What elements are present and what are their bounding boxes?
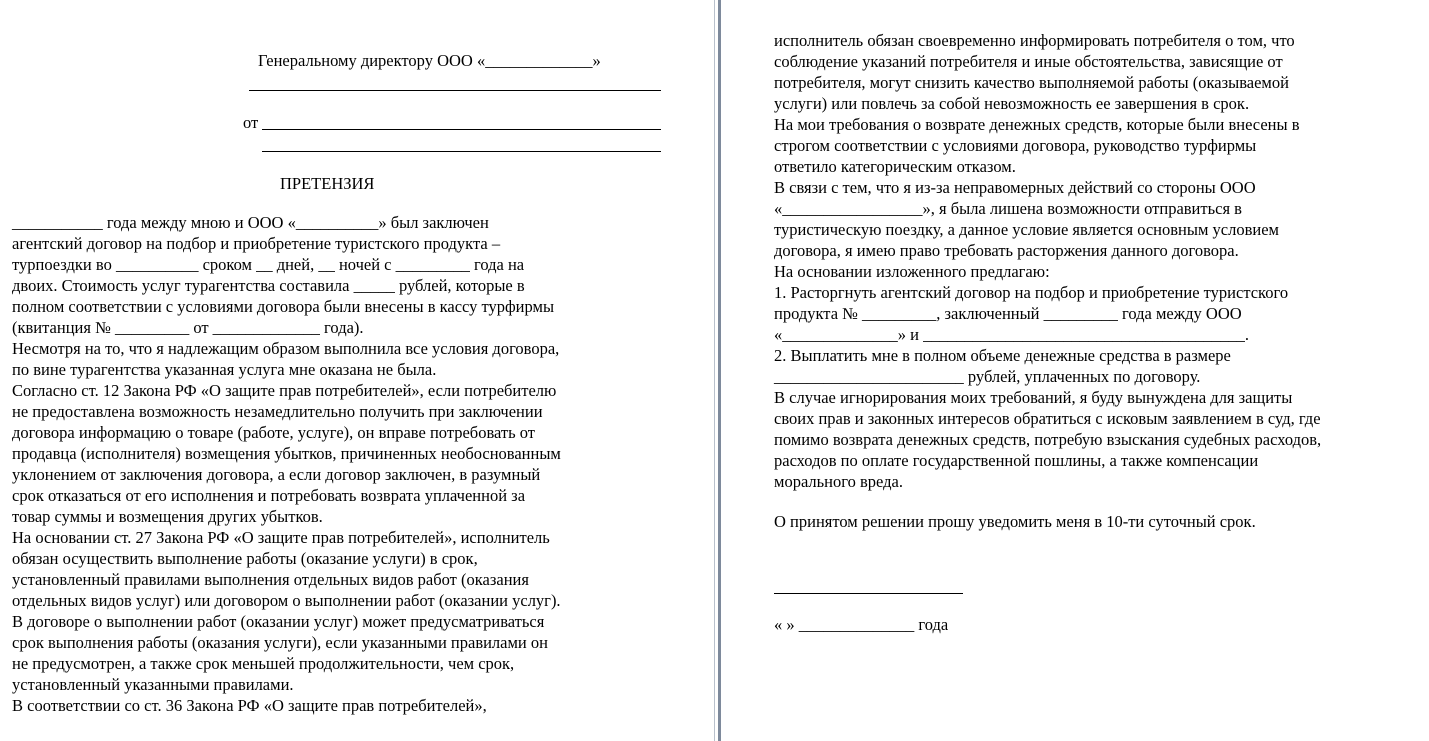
body-line: «______________» и _______________________________________. [774,325,1249,344]
body-line: установленный указанными правилами. [12,675,294,694]
body-line: соблюдение указаний потребителя и иные обстоятельства, зависящие от [774,52,1283,71]
body-line: _______________________ рублей, уплаченных по договору. [774,367,1201,386]
body-line: срок выполнения работы (оказания услуги), если указанными правилами он [12,633,548,652]
body-line: потребителя, могут снизить качество выполняемой работы (оказываемой [774,73,1289,92]
closing-request: О принятом решении прошу уведомить меня в 10-ти суточный срок. [774,512,1256,531]
body-line: В соответствии со ст. 36 Закона РФ «О защите прав потребителей», [12,696,487,715]
body-line: полном соответствии с условиями договора были внесены в кассу турфирмы [12,297,555,316]
body-line: услуги) или повлечь за собой невозможность ее завершения в срок. [774,94,1250,113]
date-line: « » ______________ года [774,615,949,634]
body-line: двоих. Стоимость услуг турагентства составила _____ рублей, которые в [12,276,525,295]
body-line: Согласно ст. 12 Закона РФ «О защите прав потребителей», если потребителю [12,381,557,400]
addressee-line: Генеральному директору ООО «_____________» [258,51,601,70]
signature-rule-2 [262,129,661,130]
body-line: уклонением от заключения договора, а если договор заключен, в разумный [12,465,541,484]
body-line: установленный правилами выполнения отдельных видов работ (оказания [12,570,529,589]
body-line: На основании изложенного предлагаю: [774,262,1050,281]
body-line: «_________________», я была лишена возможности отправиться в [774,199,1242,218]
body-line: морального вреда. [774,472,903,491]
body-line: своих прав и законных интересов обратиться с исковым заявлением в суд, где [774,409,1321,428]
body-line: Несмотря на то, что я надлежащим образом выполнила все условия договора, [12,339,560,358]
body-line: 1. Расторгнуть агентский договор на подбор и приобретение туристского [774,283,1289,302]
body-line: В связи с тем, что я из-за неправомерных действий со стороны ООО [774,178,1256,197]
body-line: обязан осуществить выполнение работы (оказание услуги) в срок, [12,549,478,568]
body-line: ответило категорическим отказом. [774,157,1016,176]
body-line: помимо возврата денежных средств, потребую взыскания судебных расходов, [774,430,1322,449]
body-line: 2. Выплатить мне в полном объеме денежные средства в размере [774,346,1231,365]
body-line: не предоставлена возможность незамедлительно получить при заключении [12,402,543,421]
body-line: В договоре о выполнении работ (оказании услуг) может предусматриваться [12,612,545,631]
body-line: На основании ст. 27 Закона РФ «О защите прав потребителей», исполнитель [12,528,550,547]
body-line: договора, я имею право требовать расторжения данного договора. [774,241,1239,260]
page-divider [713,0,722,741]
body-line: турпоездки во __________ сроком __ дней, __ ночей с _________ года на [12,255,525,274]
body-line: строгом соответствии с условиями договора, руководство турфирмы [774,136,1257,155]
document-page-left [0,0,713,741]
signature-rule-1 [249,90,661,91]
body-line: товар суммы и возмещения других убытков. [12,507,323,526]
body-line: отдельных видов услуг) или договором о выполнении работ (оказании услуг). [12,591,561,610]
body-line: по вине турагентства указанная услуга мне оказана не была. [12,360,437,379]
document-title: ПРЕТЕНЗИЯ [280,174,375,193]
signature-rule [774,593,963,594]
body-line: не предусмотрен, а также срок меньшей продолжительности, чем срок, [12,654,515,673]
body-line: туристическую поездку, а данное условие является основным условием [774,220,1279,239]
body-line: продукта № _________, заключенный _________ года между ООО [774,304,1242,323]
body-line: (квитанция № _________ от _____________ года). [12,318,364,337]
document-page-right [722,0,1429,741]
from-label: от [243,113,259,132]
body-line: На мои требования о возврате денежных средств, которые были внесены в [774,115,1300,134]
body-line: В случае игнорирования моих требований, я буду вынуждена для защиты [774,388,1293,407]
body-line: агентский договор на подбор и приобретение туристского продукта – [12,234,501,253]
signature-rule-3 [262,151,661,152]
body-line: срок отказаться от его исполнения и потребовать возврата уплаченной за [12,486,526,505]
body-line: расходов по оплате государственной пошлины, а также компенсации [774,451,1259,470]
body-line: продавца (исполнителя) возмещения убытков, причиненных необоснованным [12,444,561,463]
body-line: договора информацию о товаре (работе, услуге), он вправе потребовать от [12,423,536,442]
body-line: исполнитель обязан своевременно информировать потребителя о том, что [774,31,1295,50]
body-line: ___________ года между мною и ООО «__________» был заключен [12,213,489,232]
